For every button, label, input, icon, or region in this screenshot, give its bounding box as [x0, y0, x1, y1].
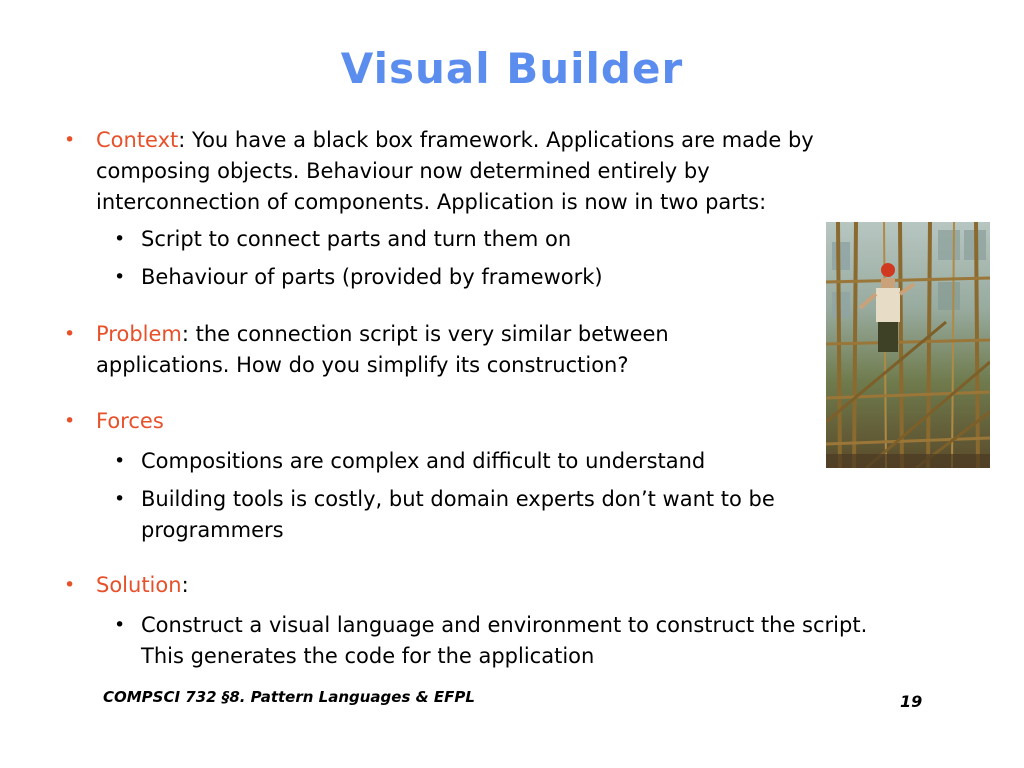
- context-bullet: [64, 125, 926, 218]
- forces-sub-item-text: Building tools is costly, but domain experts don’t want to be: [141, 487, 775, 511]
- context-text-line2: composing objects. Behaviour now determined entirely by: [96, 159, 710, 183]
- forces-label: Forces: [96, 409, 164, 433]
- context-sub-item-text: Script to connect parts and turn them on: [141, 227, 572, 251]
- footer-course-label: COMPSCI 732 §8. Pattern Languages & EFPL: [103, 688, 475, 706]
- context-label: Context: [96, 128, 179, 152]
- page-number: 19: [900, 692, 923, 711]
- problem-text-line2: applications. How do you simplify its construction?: [96, 353, 629, 377]
- sub-bullet-icon: •: [114, 450, 126, 472]
- solution-sub-line2: This generates the code for the application: [141, 644, 595, 668]
- forces-sub-item-text-cont: programmers: [141, 518, 284, 542]
- problem-text-line1: : the connection script is very similar between: [181, 322, 669, 346]
- context-sub-item-text: Behaviour of parts (provided by framework): [141, 265, 603, 289]
- sub-bullet-icon: •: [114, 614, 126, 636]
- problem-label: Problem: [96, 322, 182, 346]
- solution-colon: :: [181, 573, 189, 597]
- forces-bullet: [64, 406, 926, 437]
- bullet-icon: •: [64, 574, 76, 596]
- context-text-line3: interconnection of components. Application is now in two parts:: [96, 190, 767, 214]
- sub-bullet-icon: •: [114, 488, 126, 510]
- solution-bullet: [64, 570, 926, 601]
- sub-bullet-icon: •: [114, 266, 126, 288]
- solution-sub-line1: Construct a visual language and environment to construct the script.: [141, 613, 868, 637]
- sub-bullet-icon: •: [114, 228, 126, 250]
- solution-label: Solution: [96, 573, 182, 597]
- solution-sub-item: [114, 610, 971, 672]
- bullet-icon: •: [64, 410, 76, 432]
- problem-bullet: [64, 319, 926, 381]
- forces-sub-item: [114, 484, 971, 546]
- bullet-icon: •: [64, 323, 76, 345]
- forces-sub-item-text: Compositions are complex and difficult to understand: [141, 449, 706, 473]
- context-text-line1: : You have a black box framework. Applications are made by: [178, 128, 814, 152]
- bullet-icon: •: [64, 129, 76, 151]
- scaffolding-photo: [826, 222, 990, 468]
- slide-title: Visual Builder: [340, 44, 684, 93]
